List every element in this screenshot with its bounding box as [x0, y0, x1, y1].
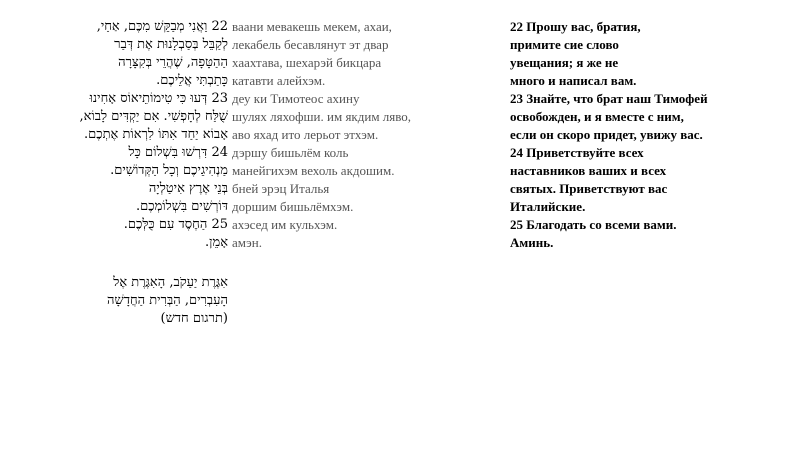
spacer [60, 252, 228, 274]
transliteration-line: лекабель бесавлянут эт двар [232, 37, 389, 52]
transliteration-line: катавти алейхэм. [232, 73, 326, 88]
russian-line: много и написал вам. [510, 73, 637, 88]
russian-line: 25 Благодать со всеми вами. [510, 217, 677, 232]
russian-line: примите сие слово [510, 37, 619, 52]
russian-line: если он скоро придет, увижу вас. [510, 127, 703, 142]
hebrew-line: כָּתַבְתִּי אֲלֵיכֶם. [156, 73, 228, 88]
hebrew-source-note: (תרגום חדש) [160, 311, 228, 326]
transliteration-column [232, 18, 472, 252]
hebrew-line: 22 וַאֲנִי מְבַקֵּשׁ מִכֶּם, אַחַי, [96, 19, 228, 34]
russian-line: наставников ваших и всех [510, 163, 667, 178]
hebrew-line: הַהַטָּפָה, שֶׁהֲרֵי בְּקִצָּרָה [118, 55, 228, 70]
russian-line: 24 Приветствуйте всех [510, 145, 644, 160]
russian-line: Аминь. [510, 235, 554, 250]
russian-line: святых. Приветствуют вас [510, 181, 668, 196]
hebrew-line: שֻׁלַּח לְחָפְשִׁי. אִם יַקְדִּים לָבוֹא, [79, 109, 228, 124]
hebrew-source-line: הָעִבְרִים, הַבְּרִית הַחֲדָשָׁה [107, 293, 228, 308]
russian-column [510, 18, 770, 252]
hebrew-line: אָמֵן. [205, 235, 228, 250]
russian-line: 23 Знайте, что брат наш Тимофей [510, 91, 708, 106]
transliteration-line: ахэсед им кульхэм. [232, 217, 338, 232]
transliteration-line: доршим бишьлёмхэм. [232, 199, 354, 214]
russian-line: 22 Прошу вас, братия, [510, 19, 641, 34]
transliteration-line: манейгихэм вехоль акдошим. [232, 163, 395, 178]
transliteration-line: амэн. [232, 235, 262, 250]
transliteration-line: деу ки Тимотеос ахину [232, 91, 360, 106]
hebrew-line: לְקַבֵּל בְּסַבְלָנוּת אֶת דְּבַר [114, 37, 228, 52]
transliteration-line: дэршу бишьлём коль [232, 145, 349, 160]
russian-line: увещания; я же не [510, 55, 619, 70]
hebrew-line: בְּנֵי אֶרֶץ אִיטַלְיָה [148, 181, 228, 196]
hebrew-line: 25 הַחֶסֶד עִם כֻּלְּכֶם. [123, 217, 228, 232]
hebrew-line: 23 דְּעוּ כִּי טִימוֹתֵיאוֹס אָחִינוּ [89, 91, 228, 106]
hebrew-column [60, 18, 228, 328]
hebrew-line: אָבוֹא יַחַד אִתּוֹ לִרְאוֹת אֶתְכֶם. [84, 127, 228, 142]
hebrew-line: דּוֹרְשִׁים בִּשְׁלוֹמְכֶם. [135, 199, 228, 214]
hebrew-line: 24 דִּרְשׁוּ בִּשְׁלוֹם כָּל [128, 145, 228, 160]
russian-line: освобожден, и я вместе с ним, [510, 109, 684, 124]
transliteration-line: шулях ляхофши. им якдим ляво, [232, 109, 412, 124]
transliteration-line: ваани мевакешь мекем, ахаи, [232, 19, 392, 34]
transliteration-line: хаахтава, шехарэй бикцара [232, 55, 382, 70]
transliteration-line: бней эрэц Италья [232, 181, 330, 196]
hebrew-source-line: אִגֶּרֶת יַעַקֹב, הָאִגֶּרֶת אֶל [113, 275, 228, 290]
russian-line: Италийские. [510, 199, 586, 214]
transliteration-line: аво яхад ито лерьот этхэм. [232, 127, 379, 142]
hebrew-line: מַנְהִיגֵיכֶם וְכָל הַקְּדוֹשִׁים. [110, 163, 228, 178]
